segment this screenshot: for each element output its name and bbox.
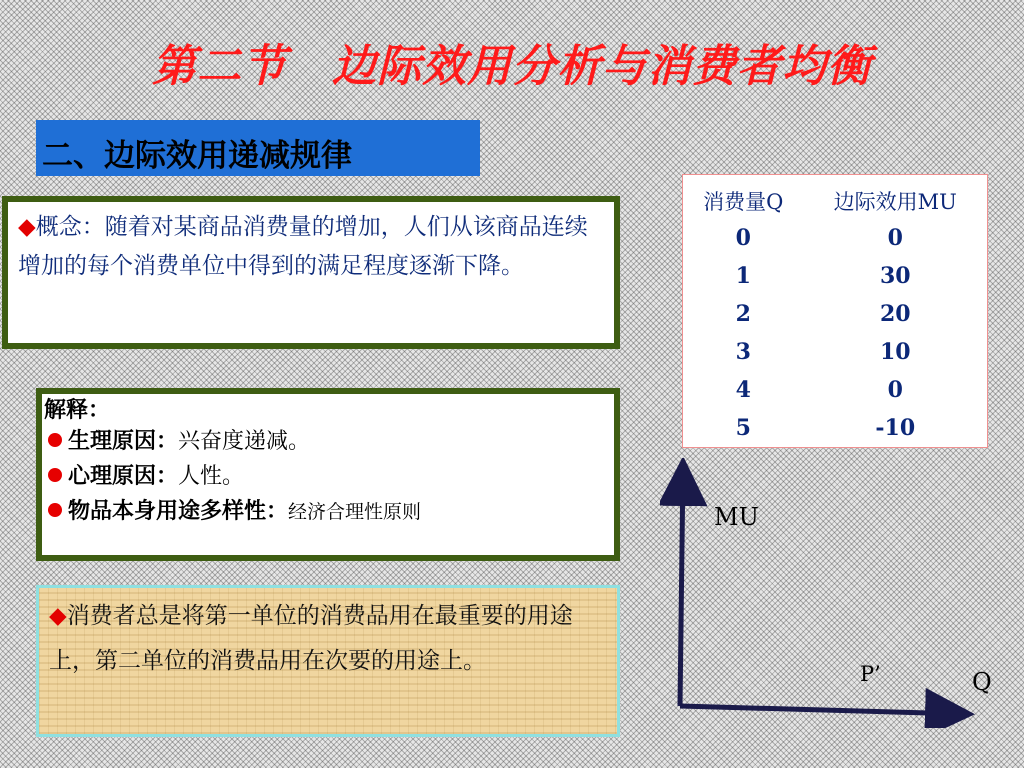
reason-item — [44, 459, 610, 494]
reason-detail: 兴奋度递减。 — [178, 429, 311, 454]
concept-paragraph — [18, 208, 604, 286]
section-heading: 二、边际效用递减规律 — [42, 138, 352, 174]
table-row — [683, 295, 987, 333]
table-cell-q: 5 — [735, 415, 751, 441]
reason-name: 物品本身用途多样性： — [68, 499, 289, 524]
table-cell-mu: 30 — [879, 263, 911, 289]
explanation-title: 解释： — [44, 398, 111, 423]
table-cell-mu: 10 — [879, 339, 911, 365]
x-axis-label: Q — [972, 668, 992, 696]
table-row — [683, 257, 987, 295]
bullet-dot-icon — [48, 503, 62, 517]
table-row — [683, 409, 987, 447]
bullet-dot-icon — [48, 433, 62, 447]
concept-text: 概念：随着对某商品消费量的增加，人们从该商品连续增加的每个消费单位中得到的满足程度逐渐下降。 — [18, 214, 588, 279]
reason-name: 生理原因： — [68, 429, 179, 454]
y-axis — [680, 466, 683, 706]
x-axis — [680, 706, 965, 714]
reason-detail: 经济合理性原则 — [288, 501, 422, 523]
table-row — [683, 333, 987, 371]
marginal-utility-table — [683, 183, 987, 447]
table-cell-mu: -10 — [875, 415, 916, 441]
reason-item — [44, 494, 610, 524]
reason-detail: 人性。 — [178, 464, 245, 489]
table-cell-q: 3 — [735, 339, 751, 365]
section-banner — [36, 120, 480, 176]
consumer-note-paragraph — [49, 594, 607, 684]
table-row — [683, 371, 987, 409]
y-axis-label: MU — [714, 503, 759, 531]
consumer-note-box — [36, 585, 620, 737]
consumer-note-text: 消费者总是将第一单位的消费品用在最重要的用途上，第二单位的消费品用在次要的用途上。 — [49, 603, 573, 674]
point-label: P’ — [860, 662, 881, 686]
table-cell-mu: 0 — [887, 225, 903, 251]
table-cell-mu: 0 — [887, 377, 903, 403]
reason-name: 心理原因： — [68, 464, 179, 489]
mu-axes-graph — [660, 458, 1000, 728]
bullet-dot-icon — [48, 468, 62, 482]
diamond-bullet-icon: ◆ — [18, 214, 36, 240]
explanation-box — [36, 388, 620, 561]
slide-title: 第二节 边际效用分析与消费者均衡 — [152, 41, 872, 92]
table-row — [683, 219, 987, 257]
concept-box — [2, 196, 620, 349]
table-cell-mu: 20 — [879, 301, 911, 327]
table-cell-q: 0 — [735, 225, 751, 251]
table-cell-q: 2 — [735, 301, 751, 327]
table-header-row — [683, 183, 987, 219]
table-cell-q: 4 — [735, 377, 751, 403]
table-cell-q: 1 — [735, 263, 751, 289]
table-header-quantity: 消费量Q — [703, 190, 784, 214]
diamond-bullet-icon: ◆ — [49, 603, 67, 629]
table-header-mu: 边际效用MU — [833, 190, 957, 214]
marginal-utility-table-box — [682, 174, 988, 448]
reason-item — [44, 424, 610, 459]
